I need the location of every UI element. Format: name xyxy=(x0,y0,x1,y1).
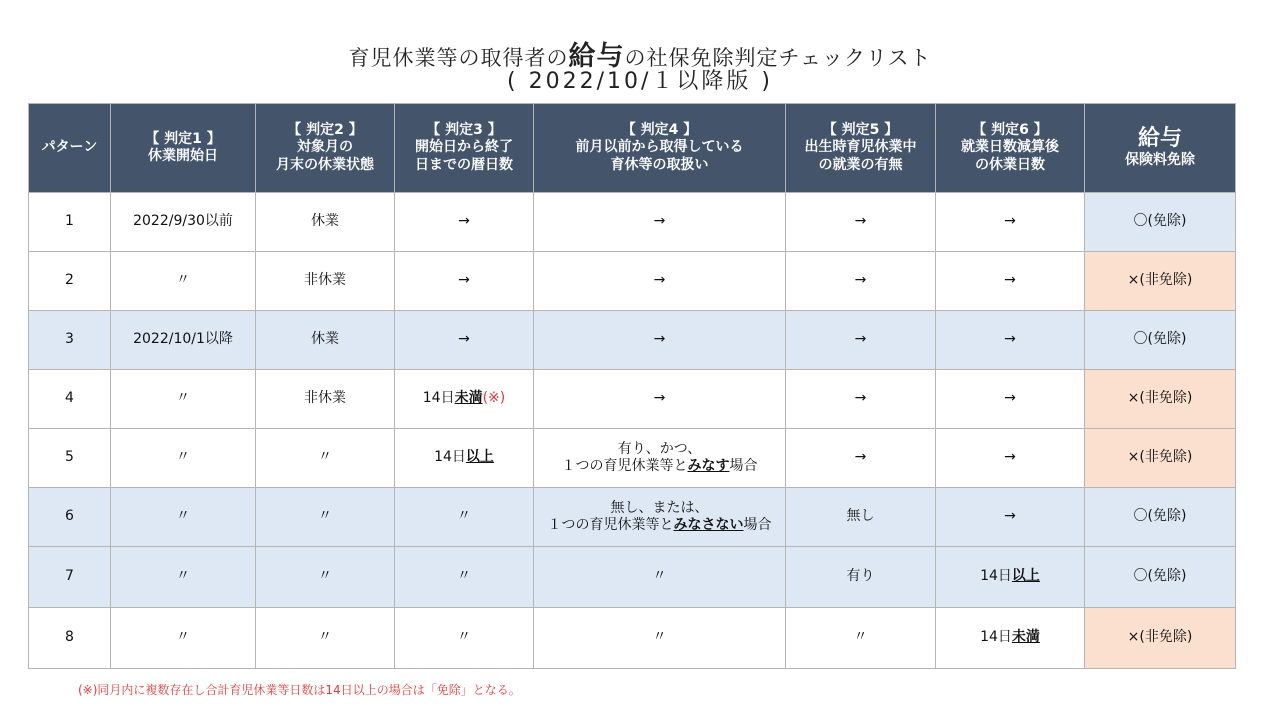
header-pattern: パターン xyxy=(29,104,111,193)
cell-judge3: 〃 xyxy=(395,547,534,608)
header-row xyxy=(29,104,1236,193)
cell-judge1: 〃 xyxy=(111,488,256,547)
table-row xyxy=(29,608,1236,669)
cell-pattern: 5 xyxy=(29,429,111,488)
cell-judge1: 〃 xyxy=(111,547,256,608)
cell-pattern: 8 xyxy=(29,608,111,669)
cell-result: 〇(免除) xyxy=(1085,311,1236,370)
cell-judge4: 〃 xyxy=(534,608,786,669)
table-row xyxy=(29,547,1236,608)
cell-judge5: 〃 xyxy=(786,608,936,669)
cell-judge4: → xyxy=(534,370,786,429)
cell-judge6: → xyxy=(936,429,1085,488)
cell-judge1: 〃 xyxy=(111,429,256,488)
cell-judge2: 〃 xyxy=(256,488,395,547)
cell-judge1: 〃 xyxy=(111,252,256,311)
cell-judge3: 〃 xyxy=(395,608,534,669)
table-row xyxy=(29,252,1236,311)
cell-pattern: 6 xyxy=(29,488,111,547)
cell-judge3: → xyxy=(395,193,534,252)
cell-judge6: → xyxy=(936,193,1085,252)
cell-result: 〇(免除) xyxy=(1085,547,1236,608)
header-judge3: 【 判定3 】 開始日から終了 日までの暦日数 xyxy=(395,104,534,193)
cell-pattern: 7 xyxy=(29,547,111,608)
checklist-table xyxy=(28,103,1236,669)
cell-judge3: 14日未満(※) xyxy=(395,370,534,429)
header-judge6: 【 判定6 】 就業日数減算後 の休業日数 xyxy=(936,104,1085,193)
cell-judge5: 無し xyxy=(786,488,936,547)
cell-pattern: 4 xyxy=(29,370,111,429)
cell-judge1: 2022/9/30以前 xyxy=(111,193,256,252)
cell-judge1: 〃 xyxy=(111,608,256,669)
cell-pattern: 2 xyxy=(29,252,111,311)
cell-result: 〇(免除) xyxy=(1085,488,1236,547)
cell-result: 〇(免除) xyxy=(1085,193,1236,252)
cell-judge6: → xyxy=(936,370,1085,429)
cell-judge6: 14日未満 xyxy=(936,608,1085,669)
cell-judge5: → xyxy=(786,429,936,488)
footnote: (※)同月内に複数存在し合計育児休業等日数は14日以上の場合は「免除」となる。 xyxy=(78,683,521,697)
cell-judge6: → xyxy=(936,488,1085,547)
cell-judge2: 〃 xyxy=(256,547,395,608)
header-judge1: 【 判定1 】 休業開始日 xyxy=(111,104,256,193)
cell-result: ×(非免除) xyxy=(1085,252,1236,311)
header-result: 給与 保険料免除 xyxy=(1085,104,1236,193)
table-row xyxy=(29,370,1236,429)
cell-judge1: 2022/10/1以降 xyxy=(111,311,256,370)
cell-judge2: 休業 xyxy=(256,311,395,370)
cell-judge4: → xyxy=(534,311,786,370)
cell-judge2: 非休業 xyxy=(256,370,395,429)
title-emphasis: 給与 xyxy=(568,41,625,72)
header-judge4: 【 判定4 】 前月以前から取得している 育休等の取扱い xyxy=(534,104,786,193)
title-suffix: の社保免除判定チェックリスト xyxy=(624,46,932,70)
cell-judge3: 〃 xyxy=(395,488,534,547)
header-judge2: 【 判定2 】 対象月の 月末の休業状態 xyxy=(256,104,395,193)
cell-judge5: 有り xyxy=(786,547,936,608)
cell-judge5: → xyxy=(786,370,936,429)
cell-judge5: → xyxy=(786,311,936,370)
cell-pattern: 3 xyxy=(29,311,111,370)
cell-judge2: 〃 xyxy=(256,429,395,488)
page-subtitle: ( 2022/10/１以降版 ) xyxy=(507,69,773,94)
cell-judge2: 非休業 xyxy=(256,252,395,311)
cell-judge3: → xyxy=(395,252,534,311)
cell-judge4: → xyxy=(534,193,786,252)
cell-judge2: 休業 xyxy=(256,193,395,252)
cell-judge4: 無し、または、 １つの育児休業等とみなさない場合 xyxy=(534,488,786,547)
cell-judge6: → xyxy=(936,311,1085,370)
cell-judge2: 〃 xyxy=(256,608,395,669)
cell-result: ×(非免除) xyxy=(1085,608,1236,669)
cell-judge3: 14日以上 xyxy=(395,429,534,488)
cell-judge4: → xyxy=(534,252,786,311)
table-row xyxy=(29,311,1236,370)
cell-judge4: 有り、かつ、 １つの育児休業等とみなす場合 xyxy=(534,429,786,488)
cell-judge6: → xyxy=(936,252,1085,311)
cell-judge4: 〃 xyxy=(534,547,786,608)
cell-judge5: → xyxy=(786,193,936,252)
cell-judge3: → xyxy=(395,311,534,370)
cell-judge6: 14日以上 xyxy=(936,547,1085,608)
cell-judge1: 〃 xyxy=(111,370,256,429)
title-prefix: 育児休業等の取得者の xyxy=(348,46,569,70)
table-row xyxy=(29,488,1236,547)
cell-pattern: 1 xyxy=(29,193,111,252)
table-row xyxy=(29,429,1236,488)
cell-result: ×(非免除) xyxy=(1085,370,1236,429)
table-row xyxy=(29,193,1236,252)
cell-judge5: → xyxy=(786,252,936,311)
header-judge5: 【 判定5 】 出生時育児休業中 の就業の有無 xyxy=(786,104,936,193)
cell-result: ×(非免除) xyxy=(1085,429,1236,488)
